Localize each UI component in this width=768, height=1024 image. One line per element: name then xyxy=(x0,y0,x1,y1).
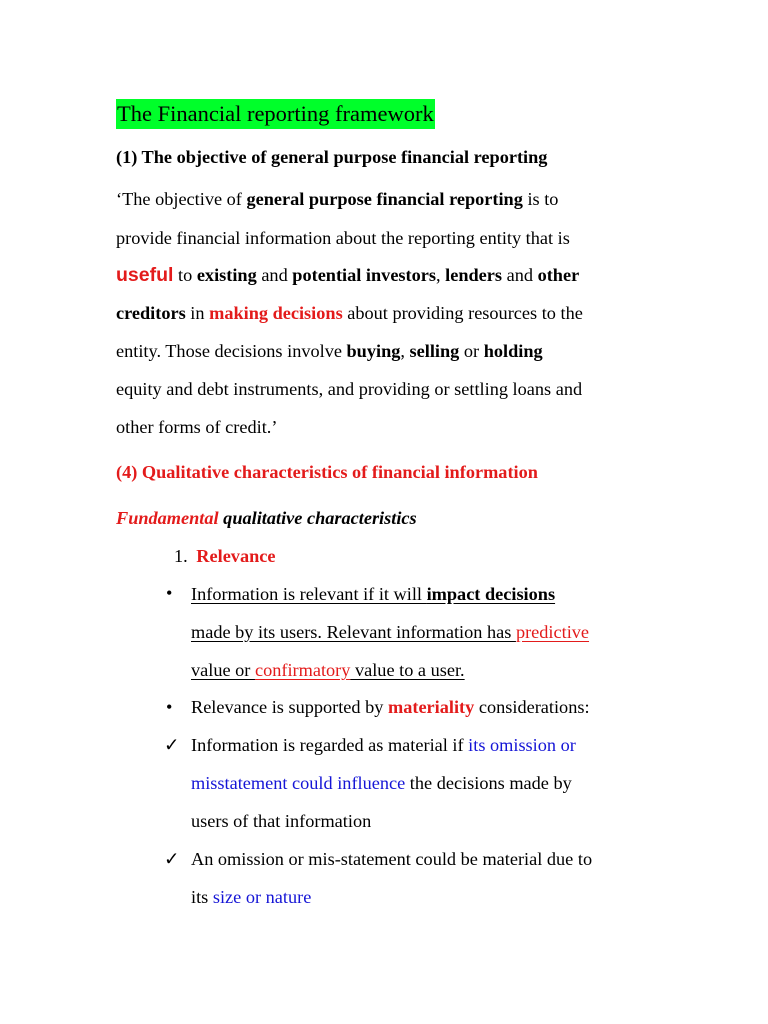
numbered-item-relevance xyxy=(174,543,275,569)
quote-text: or xyxy=(459,341,484,361)
quote-text: and xyxy=(502,265,538,285)
quote-bold-text: other xyxy=(537,265,580,285)
misstatement-highlight: misstatement could influence xyxy=(191,773,406,793)
impact-decisions-text: impact decisions xyxy=(426,584,556,604)
quote-text: about providing resources to the xyxy=(342,303,583,323)
bullet-icon: • xyxy=(166,583,173,603)
quote-bold-text: existing xyxy=(196,265,257,285)
bullet-2-line-1 xyxy=(191,694,590,720)
quote-line-3 xyxy=(116,262,579,288)
section-4-heading: (4) Qualitative characteristics of financial information xyxy=(116,462,538,482)
check-text: the decisions made by xyxy=(405,773,572,793)
quote-line-1 xyxy=(116,186,558,212)
quote-bold-text: potential investors xyxy=(292,265,437,285)
quote-text: ‘The objective of xyxy=(116,189,247,209)
making-decisions-highlight: making decisions xyxy=(209,303,343,323)
quote-bold-text: selling xyxy=(409,341,460,361)
quote-text: and xyxy=(256,265,293,285)
fundamental-word: Fundamental xyxy=(116,508,219,528)
check-1-line-2 xyxy=(191,770,572,796)
fundamental-subheading xyxy=(116,505,417,531)
omission-highlight: its omission or xyxy=(468,735,576,755)
quote-line-7: other forms of credit.’ xyxy=(116,417,278,437)
quote-bold-text: creditors xyxy=(116,303,186,323)
bullet-text: made by its users. Relevant information has xyxy=(191,622,516,642)
quote-line-2: provide financial information about the reporting entity that is xyxy=(116,228,570,248)
quote-bold-text: lenders xyxy=(445,265,503,285)
quote-line-6: equity and debt instruments, and providing or settling loans and xyxy=(116,379,583,399)
bullet-text: value to a user. xyxy=(350,660,465,680)
size-or-nature-highlight: size or nature xyxy=(212,887,312,907)
bullet-text: value or xyxy=(191,660,255,680)
bullet-1-line-3 xyxy=(191,657,465,683)
check-1-line-1 xyxy=(191,732,576,758)
check-1-line-3: users of that information xyxy=(191,811,372,831)
quote-text: entity. Those decisions involve xyxy=(116,341,347,361)
check-2-line-1: An omission or mis-statement could be material due to xyxy=(191,849,593,869)
materiality-highlight: materiality xyxy=(387,697,475,717)
bullet-text: considerations: xyxy=(474,697,590,717)
relevance-label: Relevance xyxy=(196,546,276,566)
quote-text: in xyxy=(185,303,210,323)
quote-text: to xyxy=(173,265,197,285)
bullet-text: Information is relevant if it will xyxy=(191,584,427,604)
page-title: The Financial reporting framework xyxy=(116,99,435,129)
bullet-1-line-1 xyxy=(191,581,555,607)
quote-bold-text: general purpose financial reporting xyxy=(246,189,523,209)
check-text: its xyxy=(191,887,213,907)
check-2-line-2 xyxy=(191,884,311,910)
checkmark-icon: ✓ xyxy=(164,735,180,755)
bullet-1-line-2 xyxy=(191,619,589,645)
predictive-highlight: predictive xyxy=(515,622,590,642)
section-1-heading: (1) The objective of general purpose financial reporting xyxy=(116,147,548,167)
quote-line-5 xyxy=(116,338,543,364)
quote-text: , xyxy=(400,341,410,361)
confirmatory-highlight: confirmatory xyxy=(254,660,351,680)
quote-bold-text: holding xyxy=(483,341,543,361)
quote-line-4 xyxy=(116,300,583,326)
bullet-icon: • xyxy=(166,697,173,717)
item-number: 1. xyxy=(174,546,188,566)
check-text: Information is regarded as material if xyxy=(191,735,469,755)
quote-bold-text: buying xyxy=(346,341,401,361)
qualitative-characteristics-text: qualitative characteristics xyxy=(218,508,417,528)
quote-text: is to xyxy=(522,189,559,209)
bullet-text: Relevance is supported by xyxy=(191,697,388,717)
checkmark-icon: ✓ xyxy=(164,849,180,869)
quote-text: , xyxy=(436,265,446,285)
useful-highlight: useful xyxy=(116,264,174,286)
